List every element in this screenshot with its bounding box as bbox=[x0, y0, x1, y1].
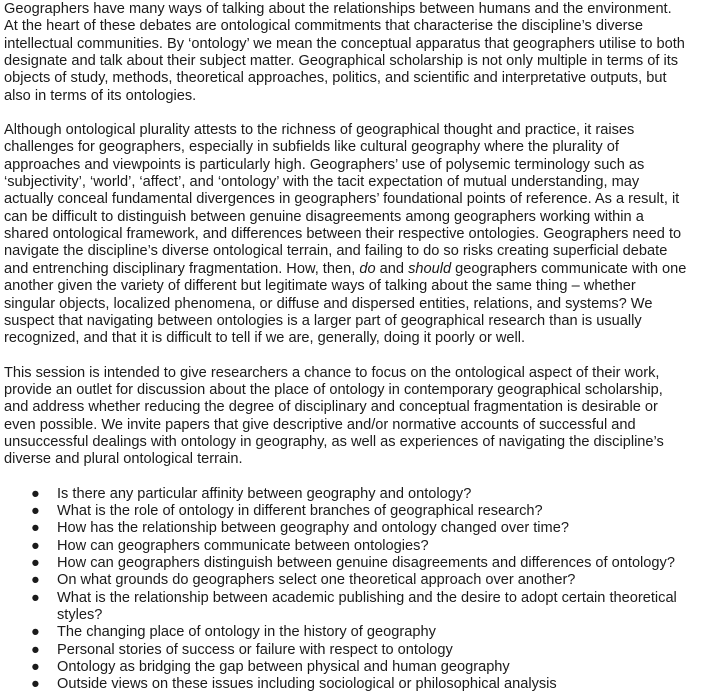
text-line: challenges for geographers, especially in subfields like cultural geography where the plurality of bbox=[4, 139, 619, 156]
list-item-text: styles? bbox=[57, 607, 103, 623]
text-line: unsuccessful dealings with ontology in geography, as well as experiences of navigating the discipline’s bbox=[4, 433, 664, 450]
text-line: diverse and plural ontological terrain. bbox=[4, 451, 243, 468]
list-item bbox=[4, 555, 704, 572]
text-line: Although ontological plurality attests to the richness of geographical thought and practice, it raises bbox=[4, 122, 635, 139]
bullet-icon: ● bbox=[31, 659, 40, 676]
text-line: and address whether reducing the degree of disciplinary and conceptual fragmentation is desirable or bbox=[4, 399, 658, 416]
emphasis-do: do bbox=[359, 260, 376, 277]
text-line: suspect that navigating between ontologies is a larger part of geographical research than is usually bbox=[4, 312, 642, 329]
paragraph-intro bbox=[4, 1, 704, 105]
list-item-text: Is there any particular affinity between geography and ontology? bbox=[57, 485, 472, 502]
list-item-text: What is the role of ontology in different branches of geographical research? bbox=[57, 502, 543, 519]
list-item bbox=[4, 624, 704, 641]
text-segment: and bbox=[379, 260, 404, 277]
list-item-text: How has the relationship between geography and ontology changed over time? bbox=[57, 520, 569, 537]
text-line: intellectual communities. By ‘ontology’ we mean the conceptual apparatus that geographers utilise to both bbox=[4, 35, 685, 52]
bullet-icon: ● bbox=[31, 520, 40, 537]
list-item-text: The changing place of ontology in the history of geography bbox=[57, 624, 436, 641]
text-line: another given the variety of different but legitimate ways of talking about the same thing – whether bbox=[4, 278, 636, 295]
text-line: shared ontological framework, and differences between their respective ontologies. Geographers need to bbox=[4, 226, 682, 243]
bullet-icon: ● bbox=[31, 589, 40, 606]
bullet-icon: ● bbox=[31, 641, 40, 658]
list-item-text: On what grounds do geographers select one theoretical approach over another? bbox=[57, 572, 576, 589]
bullet-icon: ● bbox=[31, 624, 40, 641]
bullet-icon: ● bbox=[31, 554, 40, 571]
list-item-text: Personal stories of success or failure with respect to ontology bbox=[57, 641, 453, 658]
list-item-text: How can geographers distinguish between genuine disagreements and differences of ontology? bbox=[57, 554, 675, 571]
text-line: can be difficult to distinguish between genuine disagreements among geographers working within a bbox=[4, 208, 644, 225]
list-item-text: How can geographers communicate between ontologies? bbox=[57, 537, 429, 554]
list-item bbox=[4, 659, 704, 676]
text-line: also in terms of its ontologies. bbox=[4, 87, 197, 104]
bullet-icon: ● bbox=[31, 502, 40, 519]
text-line: This session is intended to give researchers a chance to focus on the ontological aspect of their work, bbox=[4, 364, 660, 381]
text-line: provide an outlet for discussion about the place of ontology in contemporary geographical scholarship, bbox=[4, 381, 663, 398]
text-segment: geographers communicate with one bbox=[455, 260, 687, 277]
list-item bbox=[4, 486, 704, 503]
question-list bbox=[4, 486, 704, 694]
list-item-text: Ontology as bridging the gap between physical and human geography bbox=[57, 659, 510, 676]
list-item-text: What is the relationship between academic publishing and the desire to adopt certain theoretical bbox=[57, 589, 677, 606]
bullet-icon: ● bbox=[31, 537, 40, 554]
bullet-icon: ● bbox=[31, 572, 40, 589]
list-item bbox=[4, 572, 704, 589]
emphasis-should: should bbox=[408, 260, 452, 277]
list-item bbox=[4, 538, 704, 555]
text-line: navigate the discipline’s diverse ontological terrain, and failing to do so risks creating superficial debate bbox=[4, 243, 668, 260]
text-line: Geographers have many ways of talking about the relationships between humans and the environment. bbox=[4, 1, 672, 17]
bullet-icon: ● bbox=[31, 676, 40, 693]
bullet-icon: ● bbox=[31, 485, 40, 502]
text-line: designate and talk about their subject matter. Geographical scholarship is not only multiple in terms of its bbox=[4, 53, 679, 70]
text-line: approaches and viewpoints is particularly high. Geographers’ use of polysemic terminology such as bbox=[4, 156, 645, 173]
list-item bbox=[4, 590, 704, 625]
text-line: even possible. We invite papers that give descriptive and/or normative accounts of successful and bbox=[4, 416, 636, 433]
list-item bbox=[4, 676, 704, 693]
list-item bbox=[4, 503, 704, 520]
text-segment: and entrenching disciplinary fragmentation. How, then, bbox=[4, 260, 356, 277]
text-line: actually conceal fundamental divergences in geographers’ foundational points of reference. As a result, it bbox=[4, 191, 680, 208]
text-line: recognized, and that it is difficult to tell if we are, generally, doing it poorly or well. bbox=[4, 330, 526, 347]
paragraph-session bbox=[4, 365, 704, 469]
paragraph-plurality bbox=[4, 122, 704, 347]
text-line-with-emphasis bbox=[4, 261, 704, 278]
list-item bbox=[4, 520, 704, 537]
list-item bbox=[4, 642, 704, 659]
list-item-text: Outside views on these issues including sociological or philosophical analysis bbox=[57, 676, 557, 693]
text-line: At the heart of these debates are ontological commitments that characterise the discipline’s diverse bbox=[4, 18, 643, 35]
text-line: ‘subjectivity’, ‘world’, ‘affect’, and ‘ontology’ with the tacit expectation of mutual understanding, may bbox=[4, 174, 640, 191]
text-line: objects of study, methods, theoretical approaches, politics, and scientific and interpretative outputs, but bbox=[4, 70, 667, 87]
text-line: singular objects, localized phenomena, or diffuse and dispersed entities, relations, and systems? We bbox=[4, 295, 653, 312]
